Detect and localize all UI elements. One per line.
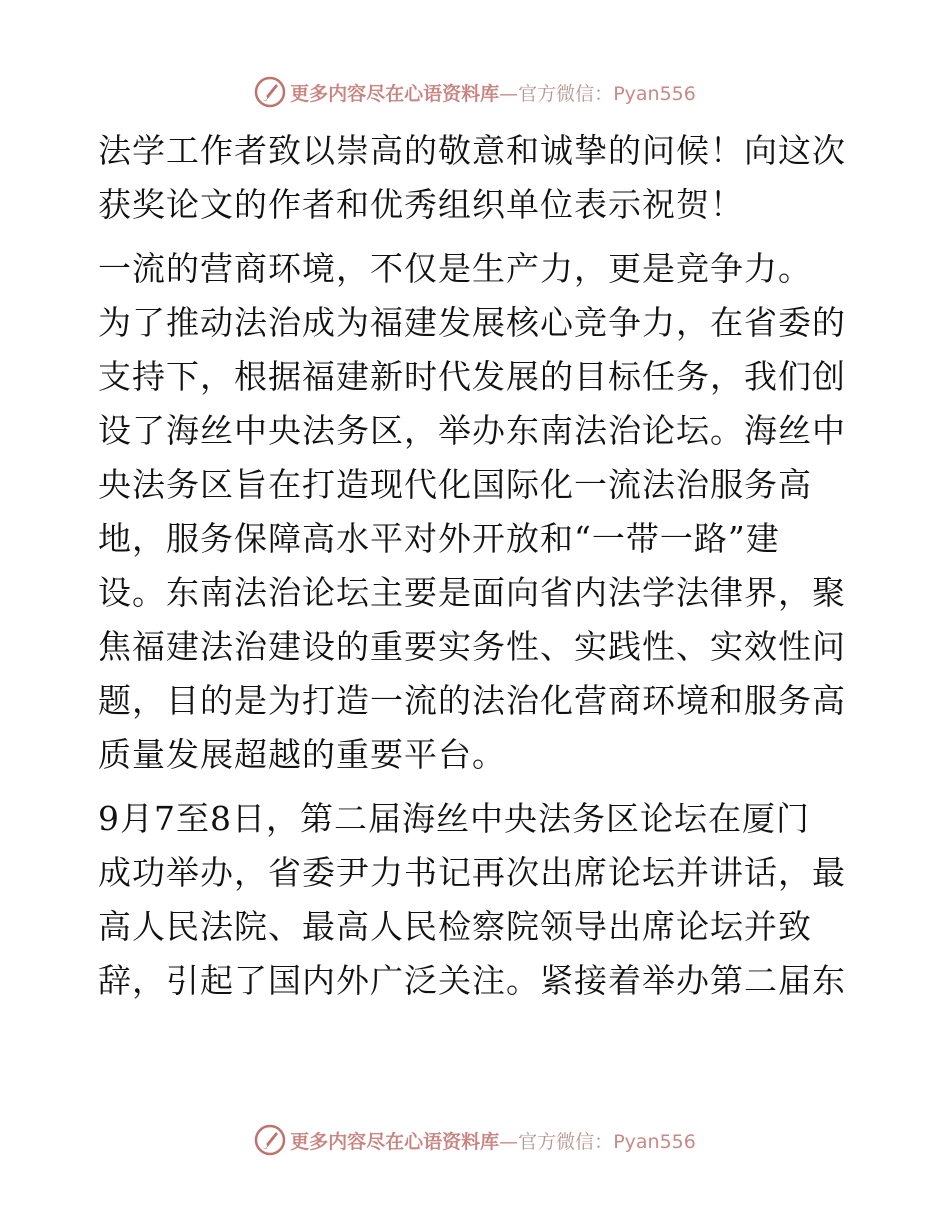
paragraph-gap bbox=[98, 782, 858, 792]
text-line: 辞，引起了国内外广泛关注。紧接着举办第二届东 bbox=[98, 961, 846, 1000]
footer-wechat-label: 官方微信： bbox=[518, 1130, 614, 1153]
header-db-text: 更多内容尽在心语资料库 bbox=[290, 82, 500, 105]
document-body bbox=[98, 124, 858, 1008]
quill-logo-icon bbox=[254, 1124, 286, 1156]
footer-dash: — bbox=[499, 1130, 519, 1153]
header-dash: — bbox=[499, 82, 519, 105]
text-line: 题，目的是为打造一流的法治化营商环境和服务高 bbox=[98, 681, 846, 720]
paragraph-gap bbox=[98, 232, 858, 242]
footer-db-text: 更多内容尽在心语资料库 bbox=[290, 1130, 500, 1153]
header-text bbox=[290, 79, 696, 106]
text-line: 支持下，根据福建新时代发展的目标任务，我们创 bbox=[98, 357, 846, 396]
text-line: 设。东南法治论坛主要是面向省内法学法律界，聚 bbox=[98, 573, 846, 612]
text-line: 成功举办，省委尹力书记再次出席论坛并讲话，最 bbox=[98, 853, 846, 892]
text-line: 央法务区旨在打造现代化国际化一流法治服务高 bbox=[98, 465, 812, 504]
text-line: 获奖论文的作者和优秀组织单位表示祝贺！ bbox=[98, 185, 744, 224]
text-line: 设了海丝中央法务区，举办东南法治论坛。海丝中 bbox=[98, 411, 846, 450]
text-line: 法学工作者致以崇高的敬意和诚挚的问候！向这次 bbox=[98, 131, 846, 170]
header-wechat-label: 官方微信： bbox=[518, 82, 614, 105]
text-line: 质量发展超越的重要平台。 bbox=[98, 735, 506, 774]
header-wechat-account: Pyan556 bbox=[613, 82, 696, 105]
text-line: 高人民法院、最高人民检察院领导出席论坛并致 bbox=[98, 907, 812, 946]
footer-wechat-account: Pyan556 bbox=[613, 1130, 696, 1153]
text-line: 地，服务保障高水平对外开放和“一带一路”建 bbox=[98, 519, 780, 558]
header-banner bbox=[0, 72, 950, 112]
quill-logo-icon bbox=[254, 76, 286, 108]
footer-banner bbox=[0, 1120, 950, 1160]
text-line: 一流的营商环境，不仅是生产力，更是竞争力。 bbox=[98, 249, 812, 288]
text-line: 9月7至8日，第二届海丝中央法务区论坛在厦门 bbox=[98, 799, 810, 838]
text-line: 为了推动法治成为福建发展核心竞争力，在省委的 bbox=[98, 303, 846, 342]
footer-text bbox=[290, 1127, 696, 1154]
text-line: 焦福建法治建设的重要实务性、实践性、实效性问 bbox=[98, 627, 846, 666]
